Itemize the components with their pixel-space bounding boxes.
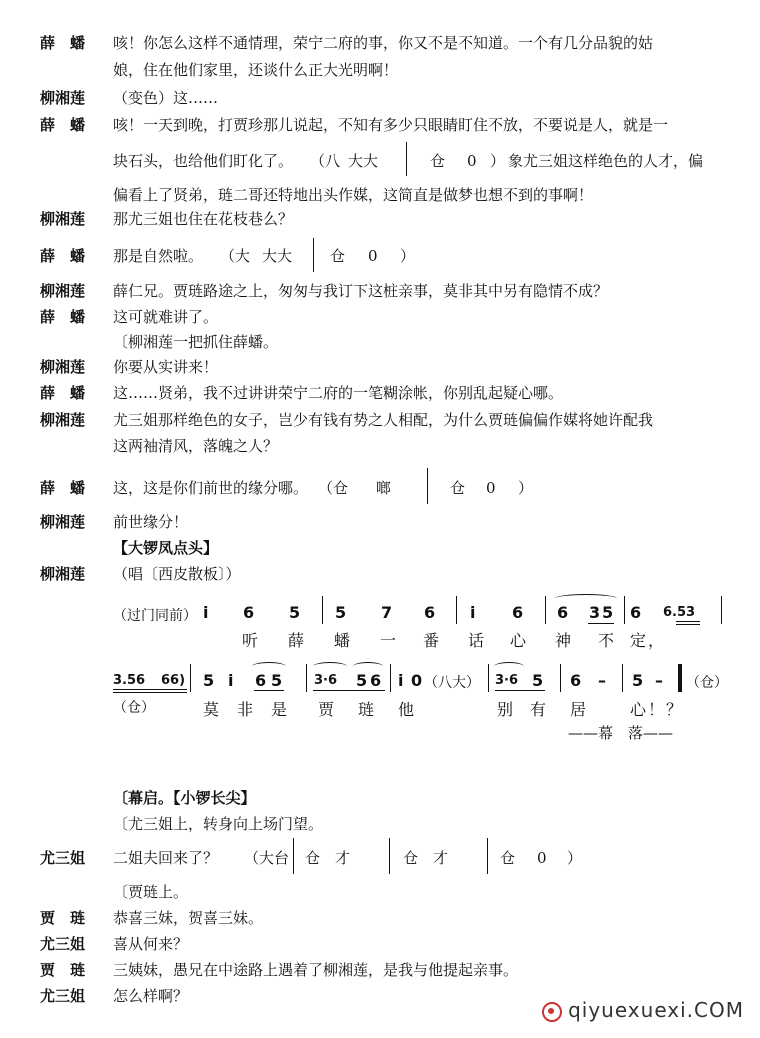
bar-line [322, 596, 323, 624]
lyric-char: 不 [598, 631, 617, 650]
note: 6 [570, 671, 582, 690]
dialogue-text: 这……贤弟，我不过讲讲荣宁二府的一笔糊涂帐，你别乱起疑心哪。 [113, 384, 564, 402]
speaker-name: 薛 蟠 [40, 247, 86, 265]
speaker-name: 薛 蟠 [40, 479, 86, 497]
bar-line [306, 664, 307, 692]
stage-direction-text: 〔尤三姐上，转身向上场门望。 [113, 815, 324, 833]
dialogue-text: 块石头，也给他们盯化了。 [113, 152, 294, 170]
note: 5 [356, 671, 368, 690]
stage-direction-text: 〔贾琏上。 [113, 883, 189, 901]
speaker-name: 薛 蟠 [40, 308, 86, 326]
note: i [398, 671, 404, 690]
lyric-char: 蟠 [334, 631, 353, 650]
percussion-rest: 0 [537, 849, 547, 867]
singing-direction: （唱〔西皮散板〕） [113, 565, 241, 583]
dialogue-text: 这可就难讲了。 [113, 308, 219, 326]
dialogue-text: 偏看上了贤弟，琏二哥还特地出头作媒，这简直是做梦也想不到的事啊！ [113, 186, 594, 204]
slur [353, 662, 383, 671]
lyric-char: 是 [271, 700, 290, 719]
percussion-open: （八 [310, 152, 341, 170]
bar-line [390, 664, 391, 692]
bar-line [545, 596, 546, 624]
bar-line [488, 664, 489, 692]
note: 6 [243, 603, 255, 622]
beam-line [676, 621, 700, 622]
note: 6 [370, 671, 382, 690]
note: 5 [602, 603, 614, 622]
dialogue-text: 那尤三姐也住在花枝巷么？ [113, 210, 294, 228]
dialogue-text: 象尤三姐这样绝色的人才，偏 [508, 152, 704, 170]
speaker-name: 薛 蟠 [40, 116, 86, 134]
note: 3 [589, 603, 601, 622]
note: 5 [532, 671, 544, 690]
percussion-open: （仓 [318, 479, 349, 497]
score-prefix: （过门同前） [113, 608, 197, 624]
lyric-char: 贾 [318, 700, 337, 719]
percussion-inline: （八大） [424, 675, 480, 691]
lyric-char: 一 [380, 631, 399, 650]
lyric-char: 定， [630, 631, 667, 650]
dialogue-text: （变色）这…… [113, 89, 219, 107]
stage-direction-text: 〔柳湘莲一把抓住薛蟠。 [113, 333, 279, 351]
note: 5 [335, 603, 347, 622]
percussion-rest: 0 [486, 479, 496, 497]
speaker-name: 尤三姐 [40, 935, 86, 953]
percussion-open: （大台 [244, 849, 290, 867]
watermark-text: qiyuexuexi.COM [568, 998, 744, 1022]
note: 6 [255, 671, 267, 690]
lyric-char: 居 [570, 700, 589, 719]
note-group: 66) [161, 673, 186, 688]
percussion-beat: 啷 [376, 479, 392, 497]
percussion-beat: 仓 [450, 479, 466, 497]
bar-line [721, 596, 722, 624]
bar-line [406, 142, 407, 176]
percussion-beat: 仓 [430, 152, 446, 170]
lyric-char: 心！？ [630, 700, 685, 719]
note: 6 [630, 603, 642, 622]
dialogue-text: 前世缘分！ [113, 513, 189, 531]
speaker-name: 柳湘莲 [40, 89, 86, 107]
bar-line [190, 664, 191, 692]
dash: – [598, 671, 606, 690]
bar-line [622, 664, 623, 692]
beam-line [495, 690, 545, 691]
lyric-char: 他 [398, 700, 417, 719]
lyric-char: 琏 [358, 700, 377, 719]
bar-line [389, 838, 390, 874]
bar-line [456, 596, 457, 624]
speaker-name: 柳湘莲 [40, 411, 86, 429]
slur [313, 662, 347, 671]
dialogue-text: 二姐夫回来了？ [113, 849, 219, 867]
watermark [542, 998, 744, 1022]
lyric-char: 心 [510, 631, 529, 650]
lyric-char: 神 [555, 631, 574, 650]
dialogue-text: 怎么样啊？ [113, 987, 189, 1005]
speaker-name: 薛 蟠 [40, 34, 86, 52]
lyric-char: 薛 [288, 631, 307, 650]
end-bar-line [678, 664, 682, 692]
percussion-rest: 0 [368, 247, 378, 265]
bar-line [624, 596, 625, 624]
note: i [203, 603, 209, 622]
speaker-name: 尤三姐 [40, 849, 86, 867]
watermark-logo-icon [542, 1002, 562, 1022]
lyric-percussion: （仓） [113, 700, 155, 716]
lyric-char: 番 [423, 631, 442, 650]
beam-line [113, 689, 187, 690]
bar-line [313, 238, 314, 272]
dialogue-text: 这两袖清风，落魄之人？ [113, 437, 279, 455]
beam-line [588, 623, 614, 624]
percussion-beat: 大大 [348, 152, 379, 170]
percussion-close: ） [567, 849, 583, 867]
note: 5 [271, 671, 283, 690]
dialogue-text: 这，这是你们前世的缘分哪。 [113, 479, 309, 497]
percussion-beat: 大大 [262, 247, 293, 265]
note-group: 3.56 [113, 673, 146, 688]
slur [555, 594, 617, 603]
dialogue-text: 恭喜三妹，贺喜三妹。 [113, 909, 264, 927]
beam-line [676, 624, 700, 625]
dialogue-text: 咳！你怎么这样不通情理，荣宁二府的事，你又不是不知道。一个有几分品貌的姑 [113, 34, 654, 52]
curtain-fall-text: ——幕 落—— [568, 724, 674, 742]
lyric-char: 听 [242, 631, 261, 650]
note: 5 [203, 671, 215, 690]
percussion-rest: 0 [467, 152, 477, 170]
lyric-char: 莫 [203, 700, 222, 719]
dialogue-text: 尤三姐那样绝色的女子，岂少有钱有势之人相配，为什么贾琏偏偏作媒将她许配我 [113, 411, 654, 429]
dialogue-text: 你要从实讲来！ [113, 358, 219, 376]
speaker-name: 柳湘莲 [40, 282, 86, 300]
percussion-beat: 仓 才 [403, 849, 449, 867]
gong-cue-text: 〔幕启。【小锣长尖】 [113, 789, 256, 807]
bar-line [560, 664, 561, 692]
lyric-char: 话 [468, 631, 487, 650]
dialogue-text: 薛仁兄。贾琏路途之上，匆匆与我订下这桩亲事，莫非其中另有隐情不成？ [113, 282, 609, 300]
beam-line [254, 690, 284, 691]
dialogue-text: 三姨妹，愚兄在中途路上遇着了柳湘莲，是我与他提起亲事。 [113, 961, 519, 979]
bar-line [427, 468, 428, 504]
note: 5 [632, 671, 644, 690]
gong-cue-text: 【大锣凤点头】 [113, 539, 219, 557]
note: 7 [381, 603, 393, 622]
lyric-char: 别 [497, 700, 516, 719]
speaker-name: 柳湘莲 [40, 513, 86, 531]
note-group: 6.53 [663, 605, 696, 620]
rest: 0 [411, 671, 423, 690]
speaker-name: 柳湘莲 [40, 358, 86, 376]
dialogue-text: 咳！一天到晚，打贾珍那儿说起，不知有多少只眼睛盯住不放，不要说是人，就是一 [113, 116, 669, 134]
speaker-name: 尤三姐 [40, 987, 86, 1005]
dialogue-text: 喜从何来？ [113, 935, 189, 953]
bar-line [487, 838, 488, 874]
speaker-name: 薛 蟠 [40, 384, 86, 402]
percussion-inline: （仓） [686, 675, 728, 691]
beam-line [313, 690, 385, 691]
speaker-name: 贾 琏 [40, 961, 86, 979]
slur [252, 662, 286, 671]
speaker-name: 柳湘莲 [40, 565, 86, 583]
bar-line [293, 838, 294, 874]
beam-line [113, 692, 187, 693]
dash: – [655, 671, 663, 690]
note: 6 [512, 603, 524, 622]
note-group: 3·6 [495, 673, 519, 688]
curtain-fall [568, 724, 673, 742]
note: i [228, 671, 234, 690]
note: i [470, 603, 476, 622]
note-group: 3·6 [314, 673, 338, 688]
percussion-beat: 仓 才 [305, 849, 351, 867]
percussion-beat: 仓 [500, 849, 516, 867]
lyric-char: 有 [530, 700, 549, 719]
note: 6 [424, 603, 436, 622]
note: 5 [289, 603, 301, 622]
percussion-beat: 仓 [330, 247, 346, 265]
percussion-close: ） [518, 479, 534, 497]
speaker-name: 柳湘莲 [40, 210, 86, 228]
slur [494, 662, 524, 671]
percussion-close: ） [400, 247, 416, 265]
percussion-open: （大 [220, 247, 251, 265]
lyric-char: 非 [237, 700, 256, 719]
dialogue-text: 娘，住在他们家里，还谈什么正大光明啊！ [113, 61, 399, 79]
speaker-name: 贾 琏 [40, 909, 86, 927]
percussion-close: ） [490, 152, 506, 170]
dialogue-text: 那是自然啦。 [113, 247, 204, 265]
note: 6 [557, 603, 569, 622]
